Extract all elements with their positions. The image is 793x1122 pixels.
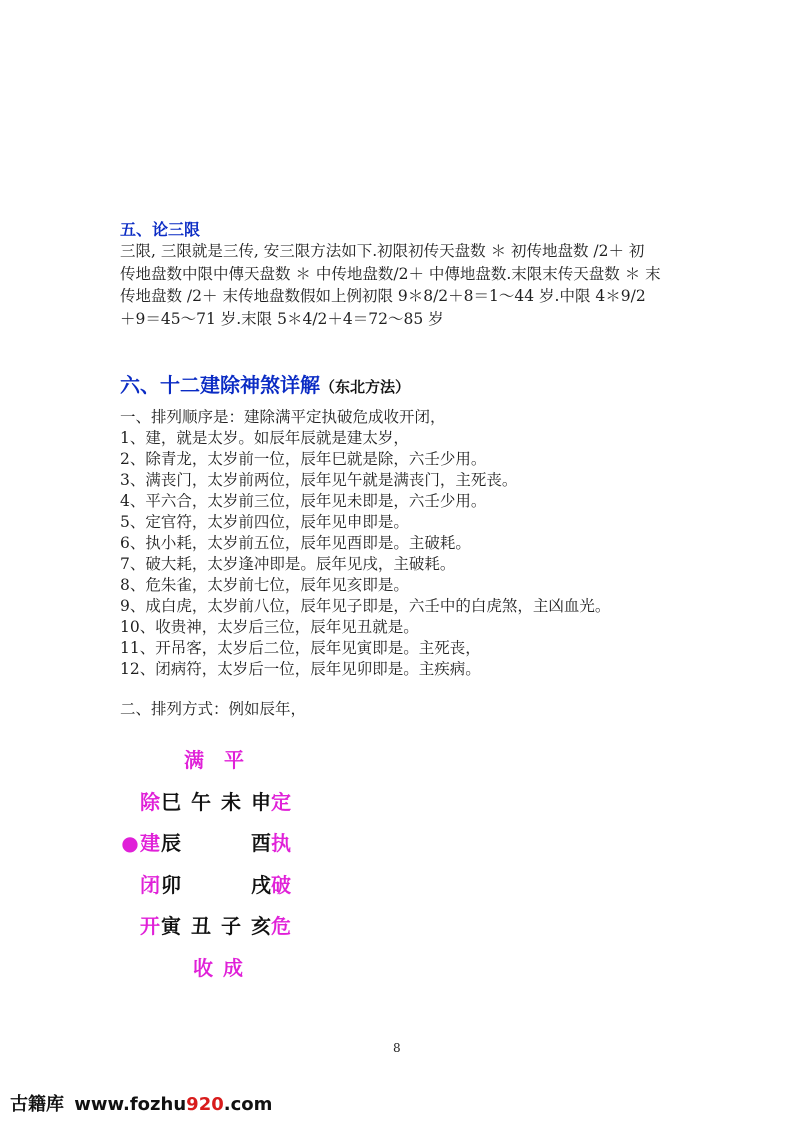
grid-label-chu: 除 (140, 790, 160, 814)
grid-branch-wu: 午 (191, 790, 211, 814)
list-item: 1、建，就是太岁。如辰年辰就是建太岁， (120, 429, 409, 447)
grid-branch-you: 酉 (251, 831, 271, 855)
grid-marker: ● (121, 831, 139, 855)
footer-brand: 古籍库 (10, 1094, 64, 1115)
section5-body (120, 240, 661, 330)
list-item: 4、平六合，太岁前三位，辰年见未即是，六壬少用。 (120, 492, 487, 510)
list-item: 9、成白虎，太岁前八位，辰年见子即是，六壬中的白虎煞，主凶血光。 (120, 597, 611, 615)
grid-label-shou: 收 (193, 956, 213, 980)
grid-label-po: 破 (271, 873, 291, 897)
footer-url-number: 920 (186, 1094, 224, 1115)
section6-title: 六、十二建除神煞详解 (120, 373, 320, 397)
grid-label-kai: 开 (140, 914, 160, 938)
grid-branch-wei: 未 (221, 790, 241, 814)
grid-label-ping: 平 (224, 748, 244, 772)
grid-branch-hai: 亥 (251, 914, 271, 938)
list-item: 10、收贵神，太岁后三位，辰年见丑就是。 (120, 618, 419, 636)
grid-branch-shen: 申 (251, 790, 271, 814)
grid-label-man: 满 (184, 748, 204, 772)
page-number: 8 (393, 1041, 401, 1055)
list-item: 12、闭病符，太岁后一位，辰年见卯即是。主疾病。 (120, 660, 481, 678)
grid-label-zhi: 执 (271, 831, 291, 855)
list-item: 3、满丧门，太岁前两位，辰年见午就是满丧门，主死丧。 (120, 471, 518, 489)
section6-subtitle: （东北方法） (320, 378, 411, 396)
grid-label-jian: 建 (140, 831, 160, 855)
grid-label-cheng: 成 (223, 956, 243, 980)
grid-branch-yin: 寅 (161, 914, 181, 938)
section5-title: 五、论三限 (120, 220, 201, 239)
list-item: 7、破大耗，太岁逢冲即是。辰年见戌，主破耗。 (120, 555, 456, 573)
section6-heading (120, 372, 410, 400)
grid-label-ding: 定 (271, 790, 291, 814)
grid-label-wei: 危 (271, 914, 291, 938)
section5-line: ＋9＝45～71 岁.末限 5＊4/2＋4＝72～85 岁 (120, 309, 444, 328)
order-line: 一、排列顺序是：建除满平定执破危成收开闭， (120, 408, 446, 426)
section5-line: 三限, 三限就是三传, 安三限方法如下.初限初传天盘数 ＊ 初传地盘数 /2＋ 初 (120, 242, 645, 260)
grid-branch-chen: 辰 (161, 831, 181, 855)
footer-watermark (10, 1090, 272, 1116)
grid-label-bi: 闭 (140, 873, 160, 897)
method-line: 二、排列方式：例如辰年， (120, 700, 307, 718)
list-item: 11、开吊客，太岁后二位，辰年见寅即是。主死丧， (120, 639, 481, 657)
section5-line: 传地盘数中限中傳天盘数 ＊ 中传地盘数/2＋ 中傳地盘数.末限末传天盘数 ＊ 末 (120, 264, 661, 283)
footer-url-suffix: .com (223, 1094, 273, 1115)
grid-branch-chou: 丑 (191, 914, 211, 938)
list-item: 2、除青龙，太岁前一位，辰年巳就是除，六壬少用。 (120, 450, 487, 468)
section5-line: 传地盘数 /2＋ 末传地盘数假如上例初限 9＊8/2＋8＝1～44 岁.中限 4＊9/2 (120, 287, 646, 305)
grid-branch-mao: 卯 (161, 873, 181, 897)
list-item: 6、执小耗，太岁前五位，辰年见酉即是。主破耗。 (120, 534, 471, 552)
grid-branch-zi: 子 (221, 914, 241, 938)
list-item: 5、定官符，太岁前四位，辰年见申即是。 (120, 513, 409, 531)
grid-branch-xu: 戌 (251, 873, 271, 897)
list-item: 8、危朱雀，太岁前七位，辰年见亥即是。 (120, 576, 409, 594)
footer-url-prefix: www.fozhu (74, 1094, 187, 1115)
grid-branch-si: 巳 (161, 790, 181, 814)
rules-list (120, 428, 610, 680)
